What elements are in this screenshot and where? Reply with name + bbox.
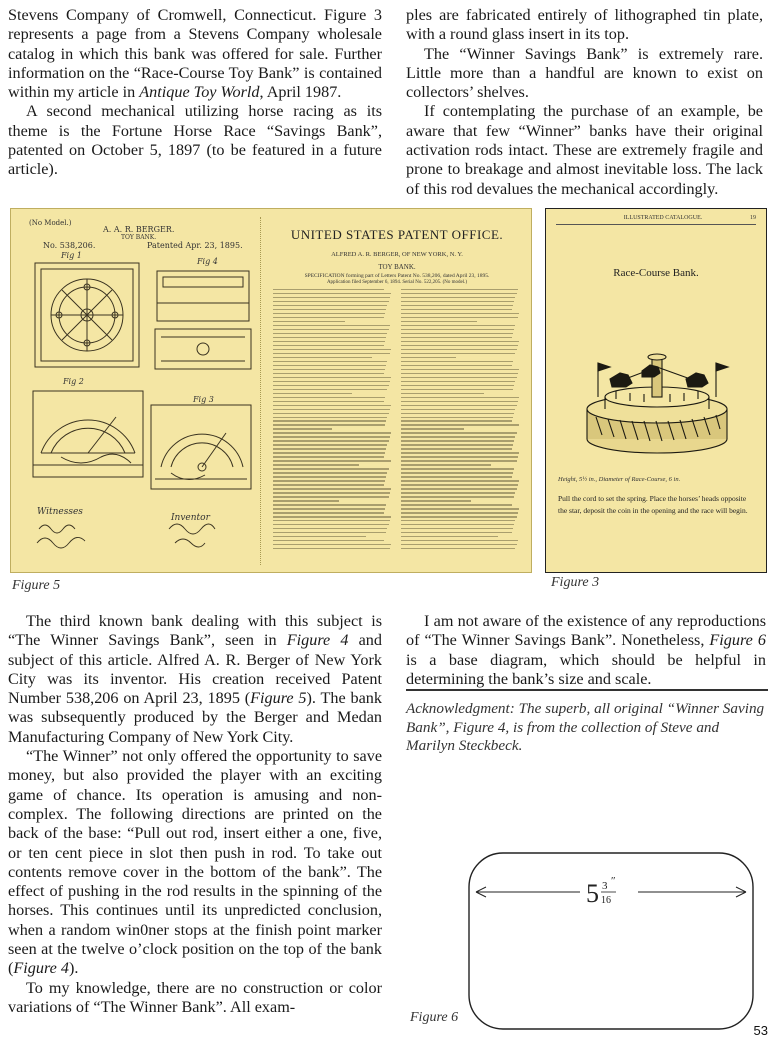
patent-text-line — [273, 436, 390, 437]
patent-text-line — [273, 333, 387, 334]
paragraph: The “Winner Savings Bank” is extremely rare. Little more than a handful are known to exist on collectors’ shelves. — [406, 44, 763, 102]
patent-text-line — [273, 369, 385, 370]
patent-text-line — [401, 321, 477, 322]
patent-text-line — [401, 333, 513, 334]
fig2-label: Fig 2 — [63, 377, 84, 386]
patent-text-line — [273, 405, 391, 406]
patent-text-line — [273, 448, 386, 449]
catalog-figure — [545, 208, 767, 573]
patent-text-line — [273, 508, 385, 509]
patent-text-line — [273, 516, 391, 517]
patent-text-line — [273, 321, 345, 322]
patent-text-line — [401, 377, 517, 378]
patent-text-line — [273, 540, 384, 541]
patent-text-line — [401, 417, 513, 418]
patent-text-line — [273, 492, 390, 493]
base-diagram — [468, 852, 754, 1030]
figure-reference: Figure 4 — [286, 631, 349, 650]
patent-text-line — [401, 424, 519, 425]
patent-text-line — [273, 377, 391, 378]
patent-text-line — [401, 413, 514, 414]
patent-text-line — [401, 436, 515, 437]
patent-text-line — [401, 329, 514, 330]
patent-text-line — [273, 353, 390, 354]
patent-text-line — [273, 413, 389, 414]
signature-scribbles — [37, 524, 215, 548]
paragraph: ples are fabricated entirely of lithographed tin plate, with a round glass insert in its top. — [406, 6, 763, 44]
patent-text-line — [401, 528, 513, 529]
patent-fig1-drawing — [35, 263, 139, 367]
patent-text-line — [273, 532, 386, 533]
patent-text-line — [273, 452, 385, 453]
patent-text-line — [401, 345, 518, 346]
patent-text-line — [273, 317, 384, 318]
patent-text-line — [401, 456, 518, 457]
patent-text-line — [401, 385, 514, 386]
patent-text-line — [273, 536, 366, 537]
patent-text-column — [401, 289, 519, 561]
patent-office-application: Application filed September 6, 1894. Serial No. 522,205. (No model.) — [326, 280, 468, 285]
patent-text-line — [273, 365, 386, 366]
patent-text-line — [273, 548, 390, 549]
patent-text-line — [401, 365, 512, 366]
paragraph: “The Winner” not only offered the opportunity to save money, but also provided the player with an exciting game of chance. Its operation is amusing and non-complex. The following directions are printed on the back of the base: “Pull out rod, insert either a one, five, or ten cent piece in slot then push in rod. To take out contents remove cover in the bottom of the bank”. The effect of pushing in the rod results in the spinning of the horses. This continues until its unpredicted conclusion, when a random win0ner stops at the finish point marker seen at the twelve o’clock position on the top of the bank (Figure 4). — [8, 747, 382, 978]
patent-text-line — [273, 432, 391, 433]
patent-text-line — [273, 512, 384, 513]
figure3-caption: Figure 3 — [551, 575, 600, 590]
patent-text-line — [273, 389, 387, 390]
patent-text-line — [401, 496, 514, 497]
dimension-unit: ″ — [611, 875, 616, 887]
catalog-page-number: 19 — [750, 215, 756, 221]
patent-text-line — [401, 484, 518, 485]
patent-text-line — [401, 353, 515, 354]
patent-text-line — [401, 401, 518, 402]
patent-text-line — [401, 337, 512, 338]
fig3-label: Fig 3 — [193, 395, 214, 404]
patent-text-line — [401, 500, 471, 501]
top-right-column — [406, 6, 763, 199]
patent-text-line — [273, 345, 384, 346]
figure6-caption: Figure 6 — [410, 1010, 459, 1025]
patent-text-columns — [273, 289, 521, 561]
patent-number: No. 538,206. — [43, 241, 96, 250]
patent-text-line — [401, 540, 518, 541]
patent-text-line — [273, 329, 389, 330]
patent-text-line — [401, 488, 517, 489]
patent-text-line — [273, 381, 390, 382]
patent-text-line — [401, 492, 515, 493]
patent-text-line — [273, 401, 384, 402]
patent-text-line — [273, 428, 332, 429]
bottom-right-column — [406, 612, 766, 689]
patent-text-column — [273, 289, 391, 561]
patent-text-line — [401, 532, 512, 533]
patent-text-line — [401, 357, 456, 358]
patent-text-line — [273, 289, 384, 290]
patent-text-line — [401, 548, 515, 549]
fig4-label: Fig 4 — [197, 257, 218, 266]
patent-text-line — [401, 524, 514, 525]
patent-text-line — [401, 516, 517, 517]
patent-text-line — [273, 520, 390, 521]
catalog-item-dimensions: Height, 5½ in., Diameter of Race-Course, 6 in. — [558, 476, 681, 483]
patent-text-line — [401, 504, 512, 505]
patent-text-line — [401, 409, 515, 410]
catalog-item-description: Pull the cord to set the spring. Place the horses’ heads opposite the star, deposit the coin in the opening and the race will begin. — [558, 494, 748, 515]
patent-text-line — [273, 313, 385, 314]
patent-text-line — [273, 476, 386, 477]
patent-text-line — [273, 524, 389, 525]
paragraph: The third known bank dealing with this subject is “The Winner Savings Bank”, seen in Figure 4 and subject of this article. Alfred A. R. Berger of New York City was its inventor. His creation received Patent Number 538,206 on April 23, 1895 (Figure 5). The bank was subsequently produced by the Berger and Medan Manufacturing Company of New York City. — [8, 612, 382, 746]
figure-reference: Figure 5 — [250, 689, 307, 708]
patent-text-line — [273, 297, 390, 298]
patent-text-line — [273, 349, 391, 350]
patent-text-line — [401, 520, 515, 521]
race-course-bank-illustration — [546, 327, 768, 467]
patent-text-line — [273, 337, 386, 338]
patent-text-line — [401, 512, 518, 513]
patent-text-line — [273, 484, 384, 485]
catalog-item-title: Race-Course Bank. — [613, 267, 699, 279]
patent-figure — [10, 208, 532, 573]
patent-text-line — [401, 480, 519, 481]
paragraph: If contemplating the purchase of an example, be aware that few “Winner” banks have their original activation rods intact. These are extremely fragile and prone to breakage and almost inevitable loss. The lack of this rod devalues the mechanical accordingly. — [406, 102, 763, 198]
dimension-denominator: 16 — [601, 895, 611, 906]
patent-text-line — [273, 357, 372, 358]
patent-text-line — [401, 476, 512, 477]
patent-date: Patented Apr. 23, 1895. — [147, 241, 243, 250]
patent-text-line — [401, 309, 512, 310]
patent-text-line — [273, 496, 389, 497]
fig1-label: Fig 1 — [61, 251, 82, 260]
dimension-whole: 5 — [586, 879, 599, 908]
patent-text-line — [273, 472, 387, 473]
catalog-header — [556, 215, 756, 225]
top-left-column — [8, 6, 382, 180]
patent-text-line — [401, 293, 517, 294]
patent-text-line — [401, 325, 515, 326]
patent-text-line — [273, 325, 390, 326]
paragraph: To my knowledge, there are no construction or color variations of “The Winner Bank”. All exam- — [8, 978, 382, 1016]
patent-text-line — [401, 508, 519, 509]
patent-text-line — [401, 381, 515, 382]
patent-text-line — [273, 305, 387, 306]
patent-text-line — [273, 488, 391, 489]
patent-text-line — [401, 313, 519, 314]
patent-text-line — [273, 361, 387, 362]
patent-text-line — [273, 397, 385, 398]
patent-text-line — [401, 389, 513, 390]
patent-text-line — [273, 464, 359, 465]
patent-text-line — [273, 460, 391, 461]
patent-text-line — [273, 293, 391, 294]
patent-text-line — [401, 468, 514, 469]
patent-office-subject: TOY BANK. — [378, 263, 416, 271]
patent-text-line — [401, 289, 518, 290]
witnesses-label: Witnesses — [37, 507, 83, 517]
patent-fig4-drawing — [155, 271, 251, 369]
paragraph: Stevens Company of Cromwell, Connecticut. Figure 3 represents a page from a Stevens Company wholesale catalog in which this bank was offered for sale. Further information on the “Race-Course Toy Bank” is contained within my article in Antique Toy World, April 1987. — [8, 6, 382, 102]
patent-text-line — [401, 297, 515, 298]
figure-reference: Figure 6 — [709, 631, 766, 650]
patent-text-line — [401, 397, 519, 398]
patent-text-line — [401, 317, 518, 318]
acknowledgment: Acknowledgment: The superb, all original “Winner Saving Bank”, Figure 4, is from the collection of Steve and Marilyn Steckbeck. — [406, 700, 765, 754]
patent-text-line — [401, 544, 517, 545]
patent-text-line — [401, 405, 517, 406]
patent-text-line — [401, 432, 517, 433]
patent-text-line — [401, 301, 514, 302]
patent-text-line — [401, 440, 514, 441]
patent-text-line — [273, 385, 389, 386]
patent-text-line — [273, 480, 385, 481]
patent-text-line — [273, 544, 391, 545]
paragraph: I am not aware of the existence of any reproductions of “The Winner Savings Bank”. Nonetheless, Figure 6 is a base diagram, which should be helpful in determining the bank’s size and scale. — [406, 612, 766, 688]
patent-text-line — [401, 361, 513, 362]
patent-text-line — [273, 409, 390, 410]
patent-text-line — [401, 448, 512, 449]
catalog-header-title: ILLUSTRATED CATALOGUE. — [623, 215, 703, 221]
patent-text-line — [401, 341, 519, 342]
patent-text-line — [273, 309, 386, 310]
patent-text-line — [401, 428, 464, 429]
magazine-title: Antique Toy World — [139, 83, 260, 102]
figure-reference: Figure 4 — [13, 959, 69, 978]
patent-text-line — [401, 349, 517, 350]
patent-office-spec: SPECIFICATION forming part of Letters Patent No. 538,206, dated April 23, 1895. — [304, 273, 490, 279]
patent-office-inventor: ALFRED A. R. BERGER, OF NEW YORK, N. Y. — [331, 251, 463, 258]
page-number: 53 — [753, 1023, 768, 1038]
bottom-left-column — [8, 612, 382, 1017]
patent-text-line — [273, 500, 339, 501]
patent-text-line — [273, 341, 385, 342]
patent-office-title: UNITED STATES PATENT OFFICE. — [290, 227, 504, 242]
patent-drawings — [21, 217, 261, 565]
section-divider — [406, 689, 768, 691]
patent-text-line — [273, 504, 386, 505]
patent-text-line — [273, 456, 384, 457]
patent-text-line — [273, 417, 387, 418]
patent-text-line — [273, 373, 384, 374]
patent-text-line — [273, 528, 387, 529]
patent-text-line — [401, 420, 512, 421]
figure5-caption: Figure 5 — [12, 578, 61, 593]
patent-text-line — [273, 424, 385, 425]
patent-text-line — [273, 444, 387, 445]
patent-text-line — [273, 301, 389, 302]
patent-text-line — [273, 393, 352, 394]
patent-text-line — [401, 452, 519, 453]
patent-fig3-drawing — [151, 405, 251, 489]
patent-text-line — [273, 420, 386, 421]
patent-fig2-drawing — [33, 391, 143, 477]
patent-text-line — [401, 464, 491, 465]
patent-spec-page — [269, 217, 525, 565]
patent-text-line — [273, 468, 389, 469]
inventor-label: Inventor — [171, 513, 210, 523]
patent-text-line — [401, 373, 518, 374]
patent-text-line — [273, 440, 389, 441]
patent-text-line — [401, 393, 484, 394]
patent-subject: TOY BANK. — [121, 234, 157, 241]
patent-text-line — [401, 369, 519, 370]
patent-text-line — [401, 305, 513, 306]
patent-text-line — [401, 536, 498, 537]
patent-text-line — [401, 444, 513, 445]
dimension-numerator: 3 — [602, 880, 608, 892]
patent-text-line — [401, 460, 517, 461]
patent-inventor-name: A. A. R. BERGER. — [103, 225, 175, 234]
patent-text-line — [401, 472, 513, 473]
model-label: (No Model.) — [29, 219, 72, 227]
patent-drawing-page — [21, 217, 261, 565]
paragraph: A second mechanical utilizing horse racing as its theme is the Fortune Horse Race “Savings Bank”, patented on October 5, 1897 (to be featured in a future article). — [8, 102, 382, 179]
